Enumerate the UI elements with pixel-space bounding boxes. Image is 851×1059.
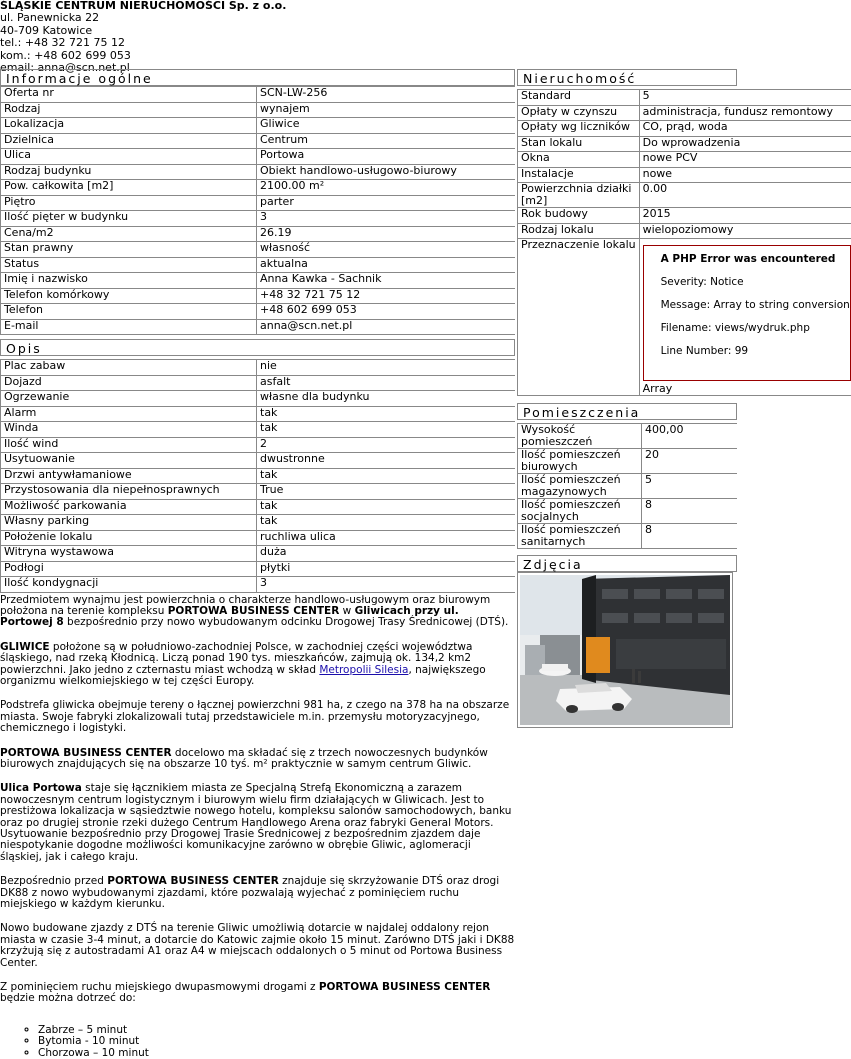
list-item: ◦ Bytomia - 10 minut (38, 1036, 515, 1048)
table-row (1, 319, 516, 335)
table-cell-key: Plac zabaw (1, 360, 257, 376)
table-row (1, 577, 516, 593)
table-cell-key: Ilość pomieszczeń socjalnych (518, 499, 642, 524)
table-cell-key: Wysokość pomieszczeń (518, 424, 642, 449)
table-cell-value: 20 (642, 449, 738, 474)
table-cell-key: Oferta nr (1, 87, 257, 103)
company-street: ul. Panewnicka 22 (0, 12, 286, 24)
table-row (1, 515, 516, 531)
table-cell-key: Piętro (1, 195, 257, 211)
building-photo-image (520, 575, 730, 725)
table-row (1, 288, 516, 304)
table-row (1, 375, 516, 391)
table-row (1, 226, 516, 242)
table-row (1, 499, 516, 515)
table-cell-value: aktualna (257, 257, 516, 273)
table-cell-value: Gliwice (257, 118, 516, 134)
table-cell-key: Rodzaj (1, 102, 257, 118)
table-row (1, 211, 516, 227)
table-cell-key: Winda (1, 422, 257, 438)
table-cell-value: 26.19 (257, 226, 516, 242)
property-table (517, 89, 851, 396)
table-row (1, 360, 516, 376)
table-cell-value: tak (257, 422, 516, 438)
error-filename: Filename: views/wydruk.php (661, 323, 850, 334)
table-row (1, 257, 516, 273)
table-cell-key: Opłaty wg liczników (518, 121, 640, 137)
table-row (518, 499, 738, 524)
section-rooms-title: Pomieszczenia (517, 403, 737, 420)
description (0, 595, 515, 1059)
table-cell-key: Dzielnica (1, 133, 257, 149)
property-photo[interactable] (517, 572, 733, 728)
table-cell-key: Cena/m2 (1, 226, 257, 242)
table-row (518, 105, 851, 121)
table-cell-value: tak (257, 406, 516, 422)
table-row (518, 449, 738, 474)
table-cell-value: 3 (257, 577, 516, 593)
table-cell-value: 5 (639, 90, 851, 106)
table-cell-key: Drzwi antywłamaniowe (1, 468, 257, 484)
company-tel: tel.: +48 32 721 75 12 (0, 37, 286, 49)
section-general-title: Informacje ogólne (0, 69, 515, 86)
table-cell-key: Powierzchnia działki [m2] (518, 183, 640, 208)
table-row (1, 304, 516, 320)
table-row (1, 484, 516, 500)
table-cell-value: asfalt (257, 375, 516, 391)
table-row (1, 87, 516, 103)
table-row (518, 121, 851, 137)
table-cell-key: Możliwość parkowania (1, 499, 257, 515)
table-cell-key: Pow. całkowita [m2] (1, 180, 257, 196)
table-cell-key: Ilość pomieszczeń magazynowych (518, 474, 642, 499)
table-cell-value: Do wprowadzenia (639, 136, 851, 152)
description-paragraph-8: Z pominięciem ruchu miejskiego dwupasmowymi drogami z PORTOWA BUSINESS CENTER będzie można dotrzeć do: (0, 982, 515, 1005)
table-cell-key: Przystosowania dla niepełnosprawnych (1, 484, 257, 500)
php-error-box (643, 245, 851, 381)
table-row (1, 102, 516, 118)
company-city: 40-709 Katowice (0, 25, 286, 37)
table-cell-key: Lokalizacja (1, 118, 257, 134)
table-row (1, 164, 516, 180)
error-message: Message: Array to string conversion (661, 300, 850, 311)
table-cell-value: nie (257, 360, 516, 376)
table-cell-value: 2100.00 m² (257, 180, 516, 196)
table-cell-value: 0.00 (639, 183, 851, 208)
table-cell-key: Instalacje (518, 167, 640, 183)
section-photos-title: Zdjęcia (517, 555, 737, 572)
table-cell-value: Centrum (257, 133, 516, 149)
table-row (518, 424, 738, 449)
rooms-table (517, 423, 737, 549)
table-cell-value: Portowa (257, 149, 516, 165)
table-row (1, 530, 516, 546)
table-cell-value: True (257, 484, 516, 500)
table-cell-key: Rodzaj budynku (1, 164, 257, 180)
table-cell-value: nowe (639, 167, 851, 183)
table-row (518, 524, 738, 549)
table-row (518, 90, 851, 106)
table-cell-key: Imię i nazwisko (1, 273, 257, 289)
table-cell-value: SCN-LW-256 (257, 87, 516, 103)
table-row (1, 437, 516, 453)
error-severity: Severity: Notice (661, 277, 850, 288)
description-paragraph-6: Bezpośrednio przed PORTOWA BUSINESS CENTER znajduje się skrzyżowanie DTŚ oraz drogi DK88 z nowo wybudowanymi zjazdami, które pozwalają wyjechać z pominięciem ruchu miejskiego w każdym kierunku. (0, 876, 515, 910)
table-cell-key: Usytuowanie (1, 453, 257, 469)
table-cell-value: 400,00 (642, 424, 738, 449)
table-row (1, 273, 516, 289)
table-row (1, 118, 516, 134)
table-cell-value: anna@scn.net.pl (257, 319, 516, 335)
table-row (518, 183, 851, 208)
table-cell-key: Podłogi (1, 561, 257, 577)
table-cell-key: E-mail (1, 319, 257, 335)
table-cell-key: Ilość wind (1, 437, 257, 453)
company-name: ŚLĄSKIE CENTRUM NIERUCHOMOŚCI Sp. z o.o. (0, 0, 286, 12)
table-cell-value: 8 (642, 499, 738, 524)
table-row (1, 195, 516, 211)
table-cell-value: tak (257, 499, 516, 515)
table-cell-key: Ogrzewanie (1, 391, 257, 407)
table-row (518, 167, 851, 183)
general-info-table (0, 86, 515, 335)
table-row (1, 133, 516, 149)
description-paragraph-5: Ulica Portowa staje się łącznikiem miasta ze Specjalną Strefą Ekonomiczną a zarazem nowoczesnym centrum logistycznym i biurowym wielu firm działających w Gliwicach. Jest to prestiżowa lokalizacja w sąsiedztwie nowego hotelu, kompleksu salonów samochodowych, banku oraz po drugiej stronie rzeki dużego Centrum Handlowego Arena oraz fabryki General Motors. Usytuowanie bezpośrednio przy Drogowej Trasie Średnicowej z bezpośrednim zjazdem daje niespotykanie dogodne możliwości komunikacyjne zarówno w obrębie Gliwic, aglomeracji śląskiej, jak i całego kraju. (0, 783, 515, 863)
table-cell-key: Standard (518, 90, 640, 106)
destinations-list (0, 1025, 515, 1059)
table-row (1, 561, 516, 577)
table-cell-key: Własny parking (1, 515, 257, 531)
table-cell-value: tak (257, 515, 516, 531)
table-cell-key: Stan prawny (1, 242, 257, 258)
table-cell-value: wielopoziomowy (639, 223, 851, 239)
description-paragraph-4: PORTOWA BUSINESS CENTER docelowo ma składać się z trzech nowoczesnych budynków biurowych znajdujących się na obszarze 10 tyś. m² praktycznie w samym centrum Gliwic. (0, 748, 515, 771)
table-cell-key: Rodzaj lokalu (518, 223, 640, 239)
left-column (0, 67, 515, 1059)
table-cell-value: Obiekt handlowo-usługowo-biurowy (257, 164, 516, 180)
description-paragraph-3: Podstrefa gliwicka obejmuje tereny o łącznej powierzchni 981 ha, z czego na 378 ha na obszarze miasta. Swoje fabryki zlokalizowali tutaj przedstawiciele m.in. przemysłu motoryzacyjnego, chemicznego i logistyki. (0, 700, 515, 734)
table-row (1, 242, 516, 258)
table-cell-value: nowe PCV (639, 152, 851, 168)
table-cell-value: +48 32 721 75 12 (257, 288, 516, 304)
table-cell-value: 8 (642, 524, 738, 549)
table-cell-value: parter (257, 195, 516, 211)
table-cell-value: dwustronne (257, 453, 516, 469)
table-cell-value: tak (257, 468, 516, 484)
company-header (0, 0, 286, 74)
table-cell-value: 5 (642, 474, 738, 499)
company-email: email: anna@scn.net.pl (0, 62, 286, 74)
list-item: ◦ Zabrze – 5 minut (38, 1025, 515, 1037)
table-row (1, 391, 516, 407)
table-cell-value: własność (257, 242, 516, 258)
table-cell-key: Okna (518, 152, 640, 168)
table-row (1, 149, 516, 165)
table-cell-value: CO, prąd, woda (639, 121, 851, 137)
table-cell-key: Ilość pomieszczeń sanitarnych (518, 524, 642, 549)
table-cell-value: administracja, fundusz remontowy (639, 105, 851, 121)
table-cell-key: Alarm (1, 406, 257, 422)
table-cell-value: ruchliwa ulica (257, 530, 516, 546)
description-paragraph-2: GLIWICE położone są w południowo-zachodniej Polsce, w zachodniej części województwa śląskiego, nad rzeką Kłodnicą. Liczą ponad 190 tys. mieszkańców, zajmują ok. 134,2 km2 powierzchni. Jako jedno z czternastu miast wchodzą w skład Metropolii Silesia, największego organizmu wielkomiejskiego w tej części Europy. (0, 642, 515, 688)
table-cell-value: 2015 (639, 208, 851, 224)
table-cell-key: Przeznaczenie lokalu (518, 239, 640, 396)
table-row (518, 239, 851, 396)
section-property-title: Nieruchomość (517, 69, 737, 86)
table-row (518, 152, 851, 168)
table-cell-key: Witryna wystawowa (1, 546, 257, 562)
metropolia-silesia-link[interactable]: Metropolii Silesia (319, 664, 408, 676)
description-paragraph-7: Nowo budowane zjazdy z DTŚ na terenie Gliwic umożliwią dotarcie w najdalej oddalony rejon miasta w czasie 3-4 minut, a dotarcie do Katowic zajmie około 15 minut. Zarówno DTŚ jaki i DK88 krzyżują się z autostradami A1 oraz A4 w miejscach oddalonych o 5 minut od Portowa Business Center. (0, 923, 515, 969)
table-row (1, 546, 516, 562)
table-cell-value: Anna Kawka - Sachnik (257, 273, 516, 289)
table-cell-key: Telefon (1, 304, 257, 320)
table-cell-value: 2 (257, 437, 516, 453)
table-row (1, 468, 516, 484)
table-cell-value (639, 239, 851, 396)
table-cell-key: Telefon komórkowy (1, 288, 257, 304)
table-cell-key: Ilość kondygnacji (1, 577, 257, 593)
error-line: Line Number: 99 (661, 346, 850, 357)
table-cell-value: płytki (257, 561, 516, 577)
description-paragraph-1: Przedmiotem wynajmu jest powierzchnia o charakterze handlowo-usługowym oraz biurowym położona na terenie kompleksu PORTOWA BUSINESS CENTER w Gliwicach przy ul. Portowej 8 bezpośrednio przy nowo wybudowanym odcinku Drogowej Trasy Średnicowej (DTŚ). (0, 595, 515, 629)
table-row (518, 136, 851, 152)
table-cell-key: Położenie lokalu (1, 530, 257, 546)
table-cell-value: własne dla budynku (257, 391, 516, 407)
table-row (1, 406, 516, 422)
table-cell-key: Opłaty w czynszu (518, 105, 640, 121)
array-text: Array (643, 383, 851, 395)
section-opis-title: Opis (0, 339, 515, 356)
table-cell-value: +48 602 699 053 (257, 304, 516, 320)
table-row (1, 453, 516, 469)
table-cell-key: Stan lokalu (518, 136, 640, 152)
opis-table (0, 359, 515, 593)
table-cell-key: Dojazd (1, 375, 257, 391)
table-cell-key: Rok budowy (518, 208, 640, 224)
list-item: ◦ Chorzowa – 10 minut (38, 1048, 515, 1059)
table-row (1, 180, 516, 196)
table-cell-key: Ilość pięter w budynku (1, 211, 257, 227)
table-row (518, 223, 851, 239)
table-row (1, 422, 516, 438)
table-cell-key: Status (1, 257, 257, 273)
table-cell-value: 3 (257, 211, 516, 227)
table-cell-value: duża (257, 546, 516, 562)
table-cell-value: wynajem (257, 102, 516, 118)
table-row (518, 474, 738, 499)
table-row (518, 208, 851, 224)
table-cell-key: Ilość pomieszczeń biurowych (518, 449, 642, 474)
error-heading: A PHP Error was encountered (661, 254, 850, 265)
company-mobile: kom.: +48 602 699 053 (0, 50, 286, 62)
table-cell-key: Ulica (1, 149, 257, 165)
right-column (517, 67, 737, 728)
